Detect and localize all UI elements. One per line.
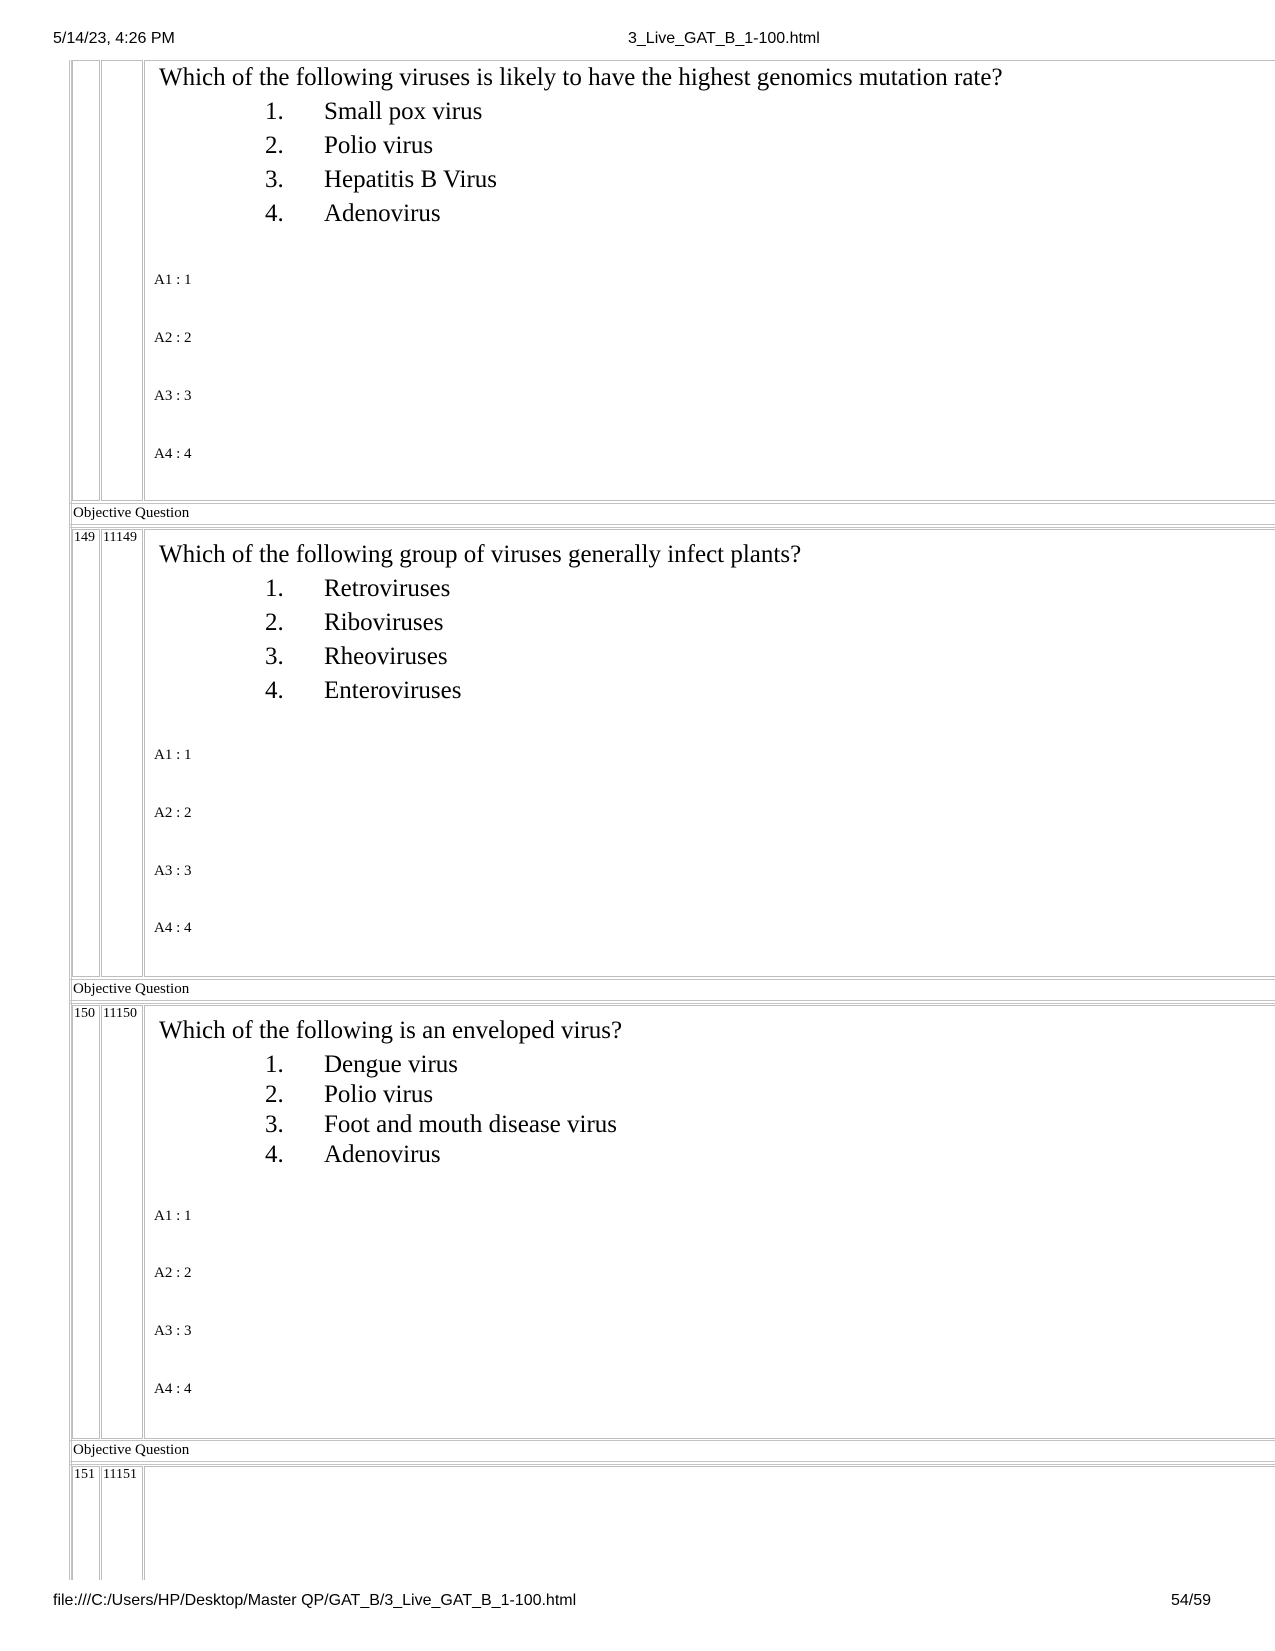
question-type-label: Objective Question	[73, 505, 190, 521]
row-divider	[69, 1461, 1275, 1462]
option-number: 3.	[265, 643, 284, 670]
row-divider	[69, 1000, 1275, 1001]
file-path: file:///C:/Users/HP/Desktop/Master QP/GAT_B/3_Live_GAT_B_1-100.html	[53, 1592, 577, 1609]
option-text: Rheoviruses	[324, 643, 448, 670]
question-type-label: Objective Question	[73, 981, 190, 997]
table-left-border	[69, 60, 70, 1580]
row-divider	[69, 979, 1275, 980]
option-number: 4.	[265, 200, 284, 227]
question-cell	[144, 60, 1275, 501]
answer-key: A4 : 4	[154, 1381, 192, 1397]
question-id: 11149	[103, 530, 137, 545]
option-number: 4.	[265, 1141, 284, 1168]
option-text: Adenovirus	[324, 1141, 441, 1168]
qid-cell	[101, 1466, 143, 1580]
option-text: Adenovirus	[324, 200, 441, 227]
option-text: Hepatitis B Virus	[324, 166, 498, 193]
option-number: 3.	[265, 166, 284, 193]
option-number: 1.	[265, 575, 284, 602]
sno-cell	[72, 529, 100, 977]
serial-number: 151	[74, 1467, 95, 1482]
sno-cell	[72, 1466, 100, 1580]
option-number: 2.	[265, 609, 284, 636]
option-number: 1.	[265, 1051, 284, 1078]
answer-key: A4 : 4	[154, 920, 192, 936]
sno-cell	[72, 1005, 100, 1439]
serial-number: 149	[74, 530, 95, 545]
print-datetime: 5/14/23, 4:26 PM	[53, 30, 175, 47]
option-text: Foot and mouth disease virus	[324, 1111, 618, 1138]
question-cell	[144, 1466, 1275, 1580]
qid-cell	[101, 529, 143, 977]
answer-key: A2 : 2	[154, 805, 192, 821]
question-cell	[144, 1005, 1275, 1439]
document-title: 3_Live_GAT_B_1-100.html	[628, 30, 820, 47]
row-divider	[69, 1003, 1275, 1004]
question-text: Which of the following is an enveloped virus?	[159, 1017, 623, 1044]
option-text: Retroviruses	[324, 575, 451, 602]
option-text: Riboviruses	[324, 609, 444, 636]
option-text: Small pox virus	[324, 98, 483, 125]
answer-key: A1 : 1	[154, 272, 192, 288]
option-number: 3.	[265, 1111, 284, 1138]
serial-number: 150	[74, 1006, 95, 1021]
answer-key: A2 : 2	[154, 1265, 192, 1281]
option-number: 2.	[265, 132, 284, 159]
row-divider	[69, 1440, 1275, 1441]
question-text: Which of the following group of viruses generally infect plants?	[159, 541, 802, 568]
option-number: 2.	[265, 1081, 284, 1108]
answer-key: A3 : 3	[154, 863, 192, 879]
option-text: Enteroviruses	[324, 677, 462, 704]
answer-key: A3 : 3	[154, 388, 192, 404]
sno-cell	[72, 60, 100, 501]
question-type-label: Objective Question	[73, 1442, 190, 1458]
option-text: Polio virus	[324, 1081, 434, 1108]
answer-key: A1 : 1	[154, 1208, 192, 1224]
answer-key: A4 : 4	[154, 446, 192, 462]
answer-key: A1 : 1	[154, 747, 192, 763]
row-divider	[69, 527, 1275, 528]
page-number: 54/59	[1171, 1592, 1212, 1609]
answer-key: A2 : 2	[154, 330, 192, 346]
row-divider	[69, 503, 1275, 504]
answer-key: A3 : 3	[154, 1323, 192, 1339]
option-number: 4.	[265, 677, 284, 704]
question-cell	[144, 529, 1275, 977]
option-text: Dengue virus	[324, 1051, 458, 1078]
row-divider	[69, 1464, 1275, 1465]
question-text: Which of the following viruses is likely to have the highest genomics mutation rate?	[159, 64, 1003, 91]
qid-cell	[101, 1005, 143, 1439]
qid-cell	[101, 60, 143, 501]
option-text: Polio virus	[324, 132, 434, 159]
row-divider	[69, 524, 1275, 525]
option-number: 1.	[265, 98, 284, 125]
question-id: 11150	[103, 1006, 137, 1021]
question-id: 11151	[103, 1467, 137, 1482]
